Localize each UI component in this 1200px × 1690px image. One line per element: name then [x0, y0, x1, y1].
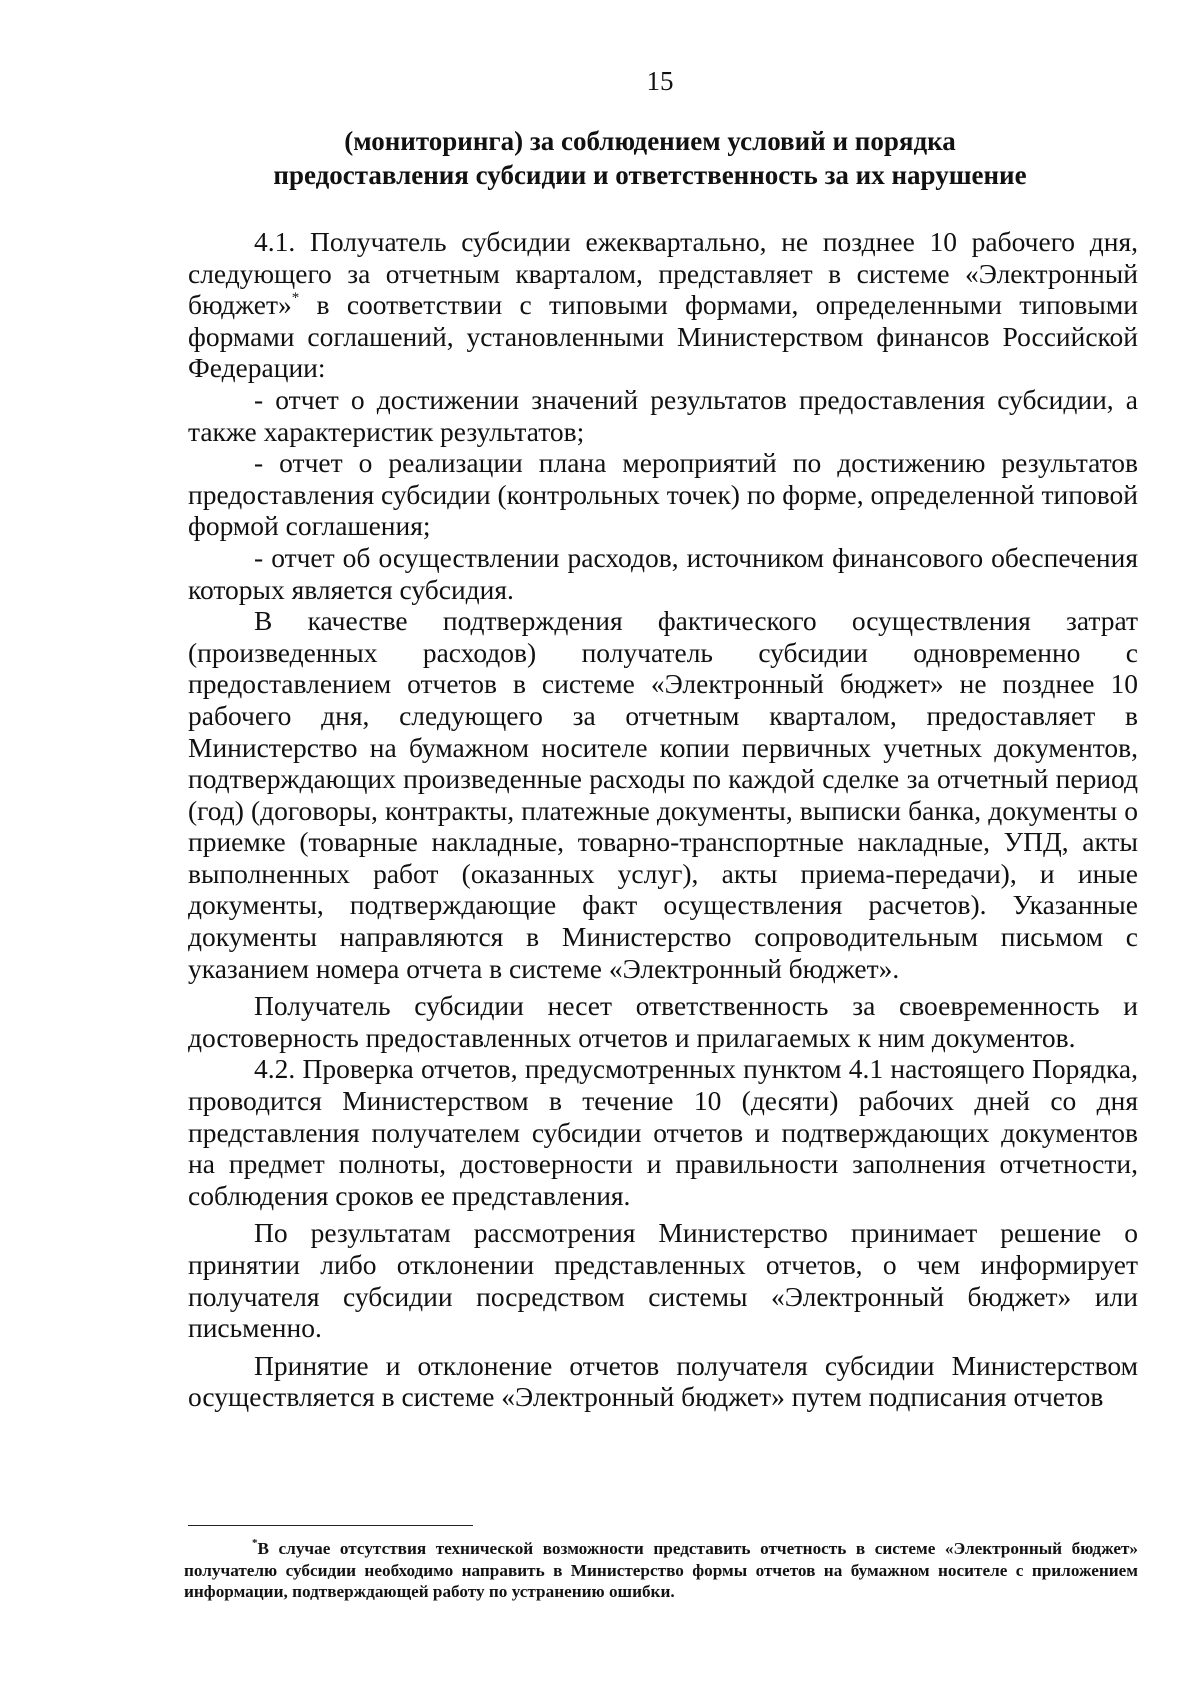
- paragraph-4-1-text-start: 4.1. Получатель субсидии ежеквартально, не позднее 10 рабочего дня, следующего за отчетным кварталом, представляет в системе «Электронный бюджет»: [188, 226, 1138, 321]
- section-heading-line-2: предоставления субсидии и ответственность за их нарушение: [273, 160, 1027, 190]
- paragraph-4-2: 4.2. Проверка отчетов, предусмотренных пунктом 4.1 настоящего Порядка, проводится Министерством в течение 10 (десяти) рабочих дней со дня представления получателем субсидии отчетов и подтверждающих документов на предмет полноты, достоверности и правильности заполнения отчетности, соблюдения сроков ее представления.: [188, 1053, 1138, 1211]
- footnote-mark: *: [252, 1537, 258, 1550]
- paragraph-4-1-text-end: в соответствии с типовыми формами, определенными типовыми формами соглашений, установленными Министерством финансов Российской Федерации:: [188, 289, 1138, 384]
- paragraph-acceptance: Принятие и отклонение отчетов получателя субсидии Министерством осуществляется в системе «Электронный бюджет» путем подписания отчетов: [188, 1349, 1138, 1413]
- report-item-2: - отчет о реализации плана мероприятий по достижению результатов предоставления субсидии (контрольных точек) по форме, определенной типовой формой соглашения;: [188, 447, 1138, 542]
- paragraph-decision: По результатам рассмотрения Министерство принимает решение о принятии либо отклонении представленных отчетов, о чем информирует получателя субсидии посредством системы «Электронный бюджет» или письменно.: [188, 1217, 1138, 1344]
- paragraph-confirmation: В качестве подтверждения фактического осуществления затрат (произведенных расходов) получатель субсидии одновременно с предоставлением отчетов в системе «Электронный бюджет» не позднее 10 рабочего дня, следующего за отчетным кварталом, предоставляет в Министерство на бумажном носителе копии первичных учетных документов, подтверждающих произведенные расходы по каждой сделке за отчетный период (год) (договоры, контракты, платежные документы, выписки банка, документы о приемке (товарные накладные, товарно-транспортные накладные, УПД, акты выполненных работ (оказанных услуг), акты приема-передачи), и иные документы, подтверждающие факт осуществления расчетов). Указанные документы направляются в Министерство сопроводительным письмом с указанием номера отчета в системе «Электронный бюджет».: [188, 605, 1138, 984]
- body-text: [188, 226, 1138, 1413]
- section-heading: [150, 124, 1150, 192]
- paragraph-responsibility: Получатель субсидии несет ответственность за своевременность и достоверность предоставленных отчетов и прилагаемых к ним документов.: [188, 990, 1138, 1053]
- page-number: 15: [646, 66, 674, 96]
- footnote-separator: [188, 1525, 473, 1526]
- section-heading-line-1: (мониторинга) за соблюдением условий и порядка: [344, 126, 956, 156]
- footnote-text: В случае отсутствия технической возможности представить отчетность в системе «Электронный бюджет» получателю субсидии необходимо направить в Министерство формы отчетов на бумажном носителе с приложением информации, подтверждающей работу по устранению ошибки.: [184, 1539, 1138, 1601]
- report-item-3: - отчет об осуществлении расходов, источником финансового обеспечения которых является субсидия.: [188, 541, 1138, 605]
- footnote: [184, 1538, 1138, 1603]
- report-item-1: - отчет о достижении значений результатов предоставления субсидии, а также характеристик результатов;: [188, 383, 1138, 447]
- footnote-reference-mark: *: [291, 290, 300, 307]
- paragraph-4-1: [188, 226, 1138, 384]
